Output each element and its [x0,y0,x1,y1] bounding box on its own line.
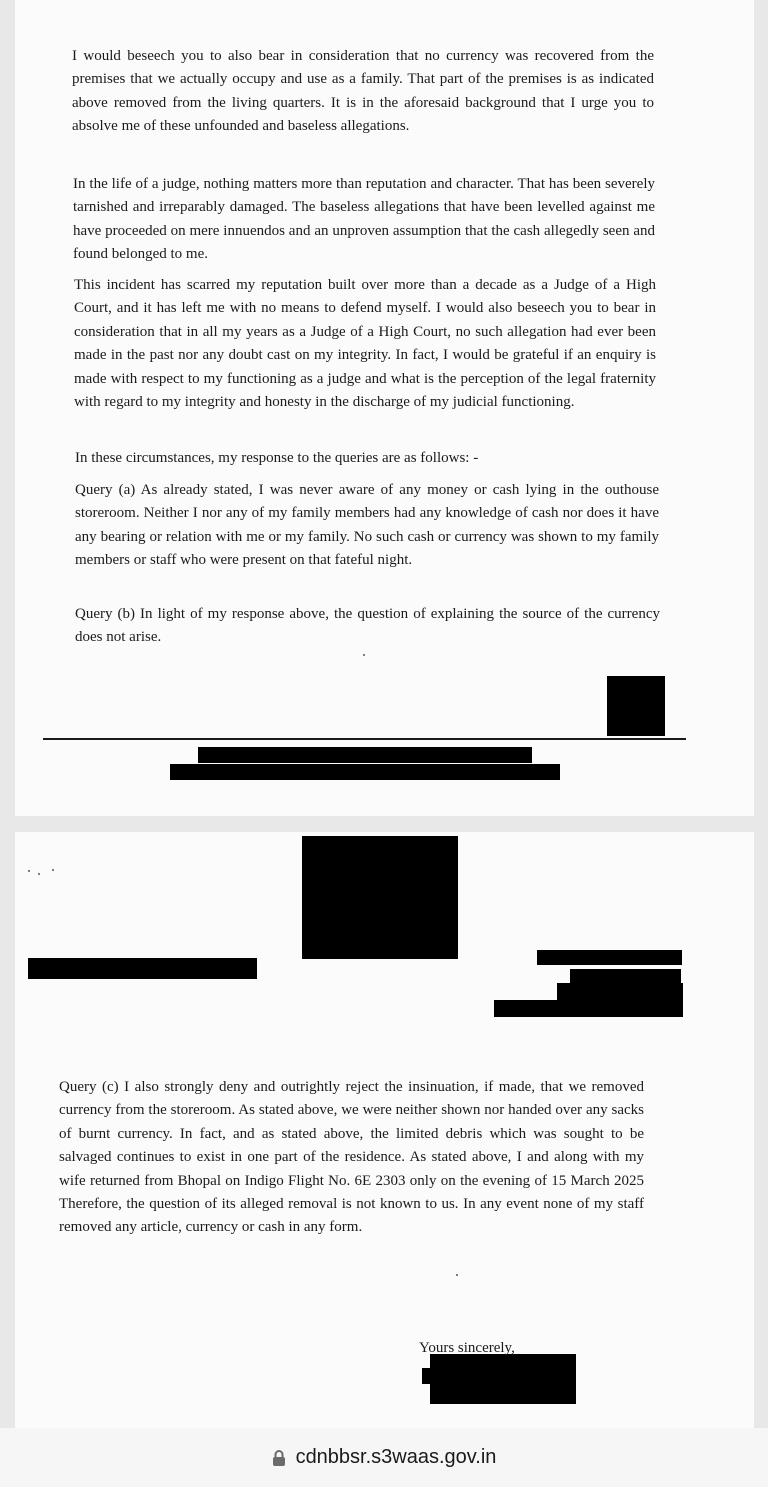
redaction-block [557,983,683,1000]
paragraph-query-c: Query (c) I also strongly deny and outrightly reject the insinuation, if made, that we removed currency from the storeroom. As stated above, we were neither shown nor handed over any sacks of burnt currency. In fact, and as stated above, the limited debris which was sought to be salvaged continues to exist in one part of the residence. As stated above, I and along with my wife returned from Bhopal on Indigo Flight No. 6E 2303 only on the evening of 15 March 2025 Therefore, the question of its alleged removal is not known to us. In any event none of my staff removed any article, currency or cash in any form. [59,1079,644,1236]
document-page-1 [15,0,754,816]
paragraph-response-intro: In these circumstances, my response to the queries are as follows: - [75,450,479,466]
redaction-block [302,836,458,959]
speck-mark [363,654,365,656]
redaction-block [537,950,682,965]
redaction-block [28,958,257,979]
redaction-block [607,676,665,736]
signature-redaction [430,1354,576,1404]
paragraph-reputation: In the life of a judge, nothing matters more than reputation and character. That has been severely tarnished and irreparably damaged. The baseless allegations that have been levelled against me have proceeded on mere innuendos and an unproven assumption that the cash allegedly seen and found belonged to me. [73,176,655,263]
redaction-block [422,1368,434,1384]
paragraph-currency-not-recovered: I would beseech you to also bear in consideration that no currency was recovered from the premises that we actually occupy and use as a family. That part of the premises is as indicated above removed from the living quarters. It is in the aforesaid background that I urge you to absolve me of these unfounded and baseless allegations. [72,48,654,135]
paragraph-query-b: Query (b) In light of my response above, the question of explaining the source of the currency does not arise. [75,606,660,646]
lock-icon [272,1449,286,1467]
redaction-block [198,747,532,763]
redaction-block [170,764,560,780]
speck-mark [52,869,54,871]
browser-address-bar[interactable] [0,1428,768,1487]
paragraph-incident-scarred: This incident has scarred my reputation built over more than a decade as a Judge of a High Court, and it has left me with no means to defend myself. I would also beseech you to bear in consideration that in all my years as a Judge of a High Court, no such allegation had ever been made in the past nor any doubt cast on my integrity. In fact, I would be grateful if an enquiry is made with respect to my functioning as a judge and what is the perception of the legal fraternity with regard to my integrity and honesty in the discharge of my judicial functioning. [74,277,656,411]
signoff-yours-sincerely: Yours sincerely, [419,1340,515,1356]
redaction-block [570,969,681,983]
paragraph-query-a: Query (a) As already stated, I was never aware of any money or cash lying in the outhouse storeroom. Neither I nor any of my family members had any knowledge of cash nor does it have any bearing or relation with me or my family. No such cash or currency was shown to my family members or staff who were present on that fateful night. [75,482,659,569]
signature-rule [43,738,686,740]
url-text[interactable]: cdnbbsr.s3waas.gov.in [295,1446,497,1468]
speck-mark [28,870,30,872]
redaction-block [494,1000,683,1017]
speck-mark [38,873,40,875]
speck-mark [456,1274,458,1276]
